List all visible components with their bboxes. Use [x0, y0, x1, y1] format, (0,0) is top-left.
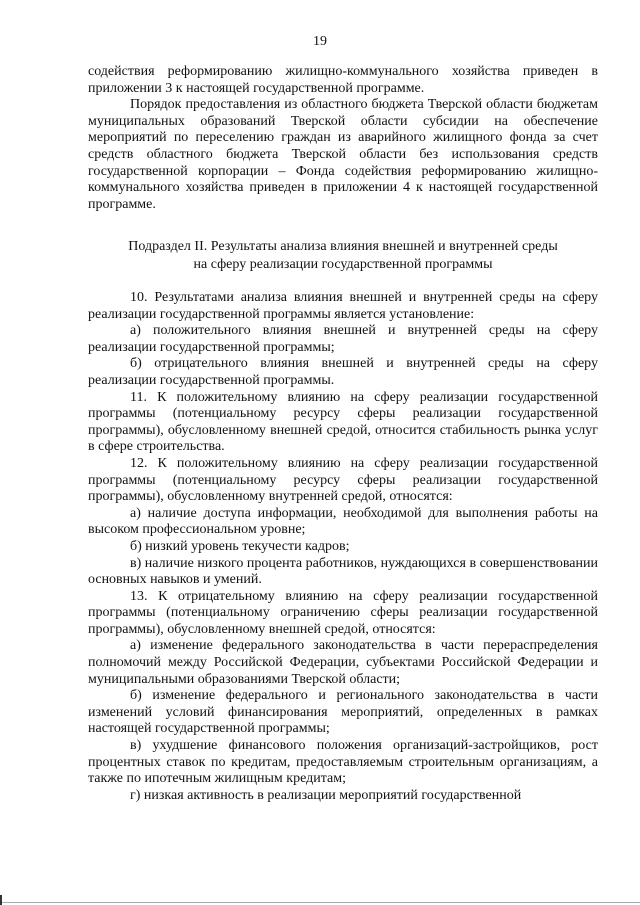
paragraph-13-b: б) изменение федерального и регионального законодательства в части изменений условий финансирования мероприятий, определенных в рамках настоящей государственной программы;: [88, 688, 598, 737]
paragraph-13-a: а) изменение федерального законодательства в части перераспределения полномочий между Российской Федерации, субъектами Российской Федерации и муниципальными образованиями Тверской области;: [88, 638, 598, 687]
paragraph-12-c: в) наличие низкого процента работников, нуждающихся в совершенствовании основных навыков и умений.: [88, 555, 598, 588]
paragraph-13-c: в) ухудшение финансового положения организаций-застройщиков, рост процентных ставок по кредитам, предоставляемым строительным организациям, а также по ипотечным жилищным кредитам;: [88, 738, 598, 787]
paragraph-12-b: б) низкий уровень текучести кадров;: [130, 538, 350, 554]
subsection-heading-line-1: Подраздел II. Результаты анализа влияния внешней и внутренней среды: [128, 239, 558, 254]
paragraph-12: 12. К положительному влиянию на сферу реализации государственной программы (потенциальному ресурсу сферы реализации государственной программы), обусловленному внутренней средой, относятся:: [88, 455, 598, 505]
paragraph-continuation: содействия реформированию жилищно-коммунального хозяйства приведен в приложении 3 к настоящей государственной программе.: [88, 64, 598, 96]
paragraph-12-a: а) наличие доступа информации, необходимой для выполнения работы на высоком профессиональном уровне;: [88, 505, 598, 538]
paragraph-11: 11. К положительному влиянию на сферу реализации государственной программы (потенциальному ресурсу сферы реализации государственной программы), обусловленному внешней средой, относится стабильность рынка услуг в сфере строительства.: [88, 389, 598, 455]
paragraph-13-d: г) низкая активность в реализации мероприятий государственной: [130, 787, 522, 803]
paragraph-10-b: б) отрицательного влияния внешней и внутренней среды на сферу реализации государственной программы.: [88, 356, 598, 388]
scan-left-mark: [0, 895, 2, 905]
paragraph-13: 13. К отрицательному влиянию на сферу реализации государственной программы (потенциальному ограничению сферы реализации государственной программы), обусловленному внешней средой, относятся:: [88, 588, 598, 637]
paragraph-subsidy-procedure: Порядок предоставления из областного бюджета Тверской области бюджетам муниципальных образований Тверской области субсидии на обеспечение мероприятий по переселению граждан из аварийного жилищного фонда за счет средств областного бюджета Тверской области без использования средств государственной корпорации – Фонда содействия реформированию жилищно-коммунального хозяйства приведен в приложении 4 к настоящей государственной программе.: [88, 97, 598, 212]
page-number: 19: [313, 34, 327, 49]
paragraph-10: 10. Результатами анализа влияния внешней и внутренней среды на сферу реализации государственной программы является установление:: [88, 290, 598, 322]
top-text-block: [88, 64, 598, 213]
scan-bottom-edge: [0, 902, 640, 903]
paragraph-10-a: а) положительного влияния внешней и внутренней среды на сферу реализации государственной программы;: [88, 323, 598, 355]
main-text-block: [88, 290, 598, 804]
subsection-heading-line-2: на сферу реализации государственной программы: [193, 257, 493, 272]
